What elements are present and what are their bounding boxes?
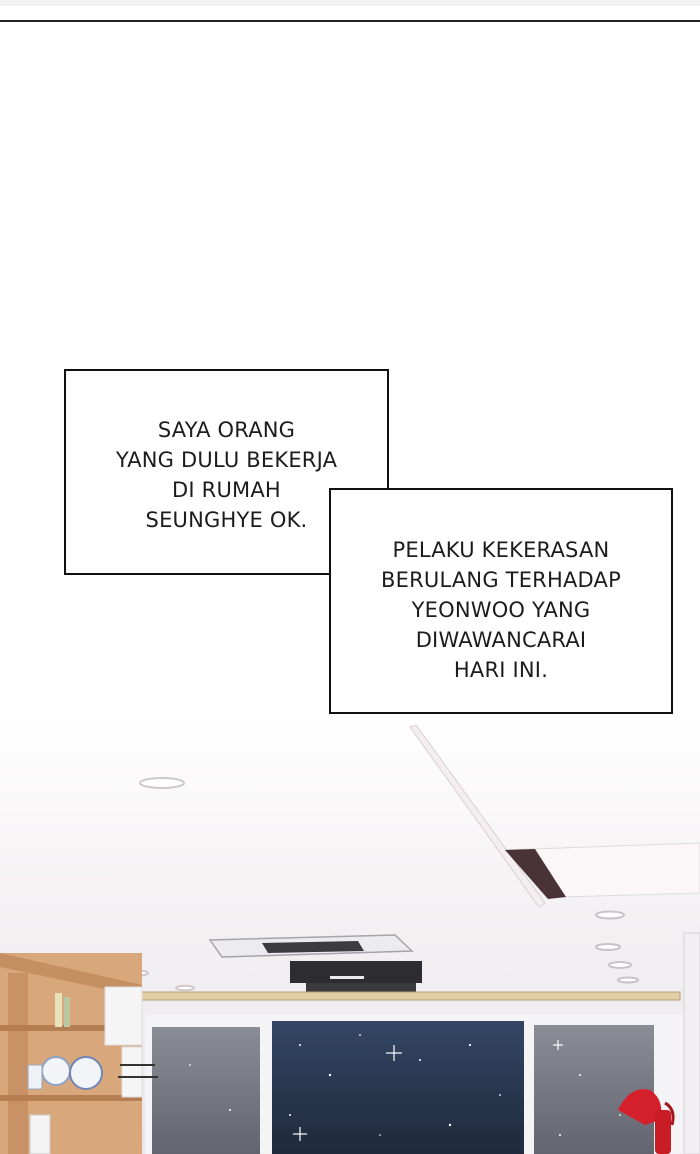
panel-divider [0, 20, 700, 22]
red-lamp-body [655, 1110, 671, 1154]
bubble-2-line: HARI INI. [453, 658, 549, 682]
bubble-2-line: BERULANG TERHADAP [381, 568, 621, 592]
curtain-rail [140, 992, 680, 1000]
bubble-1-line: YANG DULU BEKERJA [115, 448, 338, 472]
projector-light [330, 976, 364, 979]
shelf-cabinet-door [105, 987, 142, 1045]
window-pane-right [534, 1025, 654, 1154]
page-top-strip [0, 0, 700, 6]
ac-vent [262, 941, 364, 953]
downlight [140, 778, 184, 788]
projector-box [290, 961, 422, 983]
teapot [28, 1065, 42, 1089]
downlight [596, 944, 620, 950]
speech-bubble-2 [329, 488, 673, 714]
bubble-1-line: DI RUMAH [172, 478, 281, 502]
living-room-illustration [0, 715, 700, 1154]
shelf-box [30, 1115, 50, 1154]
shelf-board [0, 1095, 142, 1101]
bubble-2-line: YEONWOO YANG [411, 598, 591, 622]
vase [64, 997, 70, 1027]
downlight [618, 978, 638, 983]
bubble-1-line: SEUNGHYE OK. [145, 508, 308, 532]
bubble-2-line: PELAKU KEKERASAN [392, 538, 610, 562]
decorative-plate [70, 1057, 102, 1089]
window-pane-left [152, 1027, 260, 1154]
window-pane-center [272, 1021, 524, 1154]
downlight [609, 962, 631, 968]
downlight [596, 912, 624, 919]
bubble-1-line: SAYA ORANG [157, 418, 296, 442]
bubble-2-line: DIWAWANCARAI [415, 628, 587, 652]
shelf-cabinet-door [122, 1047, 142, 1097]
vase [55, 993, 62, 1027]
right-wall-pillar [684, 933, 700, 1154]
downlight [176, 986, 194, 990]
living-room-svg [0, 715, 700, 1154]
shelf-post [8, 973, 28, 1154]
decorative-plate [42, 1057, 70, 1085]
